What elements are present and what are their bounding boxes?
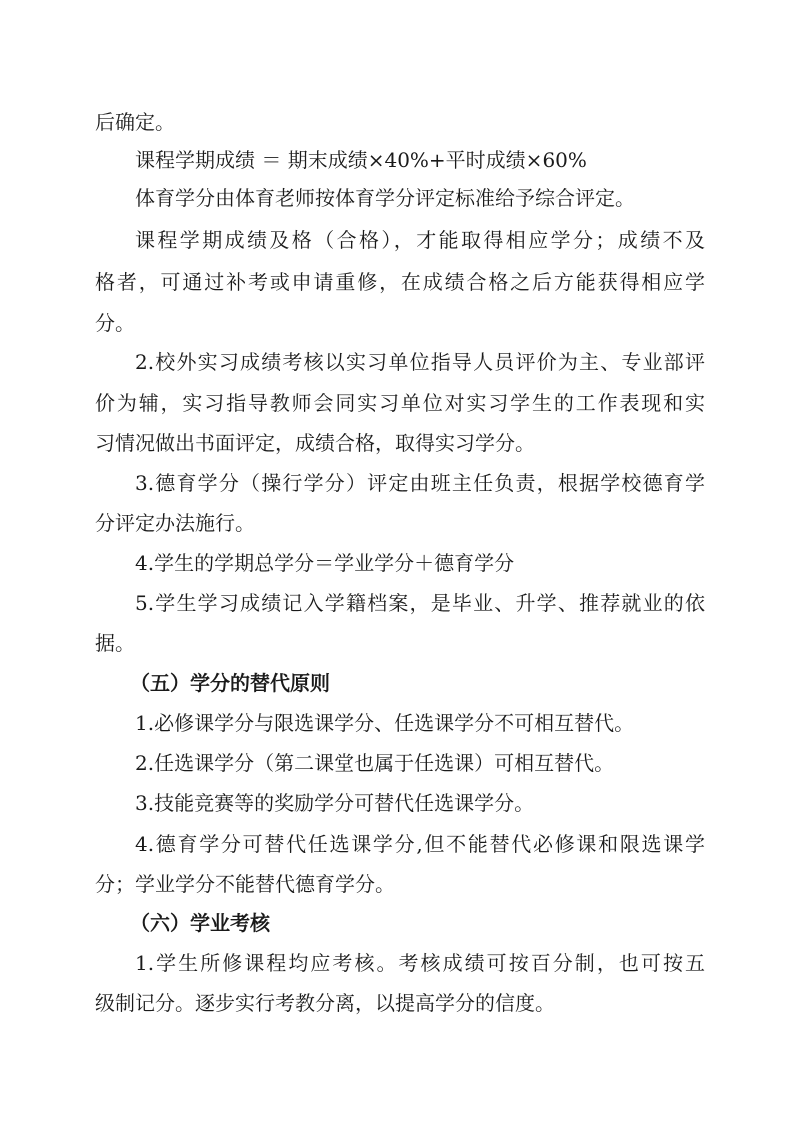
paragraph-line: 后确定。 <box>95 110 175 134</box>
paragraph-line: 课程学期成绩及格（合格），才能取得相应学分；成绩不及 <box>135 228 705 252</box>
paragraph-line: 5.学生学习成绩记入学籍档案，是毕业、升学、推荐就业的依 <box>135 591 705 615</box>
paragraph-line: 2.校外实习成绩考核以实习单位指导人员评价为主、专业部评 <box>135 350 705 374</box>
formula-line: 课程学期成绩 ＝ 期末成绩×40%+平时成绩×60% <box>135 148 587 172</box>
paragraph-line: 1.学生所修课程均应考核。考核成绩可按百分制，也可按五 <box>135 951 705 975</box>
paragraph-line: 3.技能竞赛等的奖励学分可替代任选课学分。 <box>135 791 535 815</box>
paragraph-line: 分。 <box>95 311 135 335</box>
paragraph-line: 据。 <box>95 631 135 655</box>
section-heading-five: （五）学分的替代原则 <box>130 671 330 695</box>
paragraph-line: 级制记分。逐步实行考教分离，以提高学分的信度。 <box>95 991 555 1015</box>
paragraph-line: 体育学分由体育老师按体育学分评定标准给予综合评定。 <box>135 186 635 210</box>
paragraph-line: 3.德育学分（操行学分）评定由班主任负责，根据学校德育学 <box>135 471 705 495</box>
paragraph-line: 习情况做出书面评定，成绩合格，取得实习学分。 <box>95 431 535 455</box>
section-heading-six: （六）学业考核 <box>130 911 270 935</box>
paragraph-line: 2.任选课学分（第二课堂也属于任选课）可相互替代。 <box>135 751 615 775</box>
paragraph-line: 分评定办法施行。 <box>95 511 255 535</box>
paragraph-line: 4.德育学分可替代任选课学分,但不能替代必修课和限选课学 <box>135 832 705 856</box>
paragraph-line: 格者，可通过补考或申请重修，在成绩合格之后方能获得相应学 <box>95 270 705 294</box>
paragraph-line: 价为辅，实习指导教师会同实习单位对实习学生的工作表现和实 <box>95 391 705 415</box>
paragraph-line: 1.必修课学分与限选课学分、任选课学分不可相互替代。 <box>135 711 635 735</box>
paragraph-line: 分；学业学分不能替代德育学分。 <box>95 872 395 896</box>
paragraph-line: 4.学生的学期总学分＝学业学分＋德育学分 <box>135 551 515 575</box>
